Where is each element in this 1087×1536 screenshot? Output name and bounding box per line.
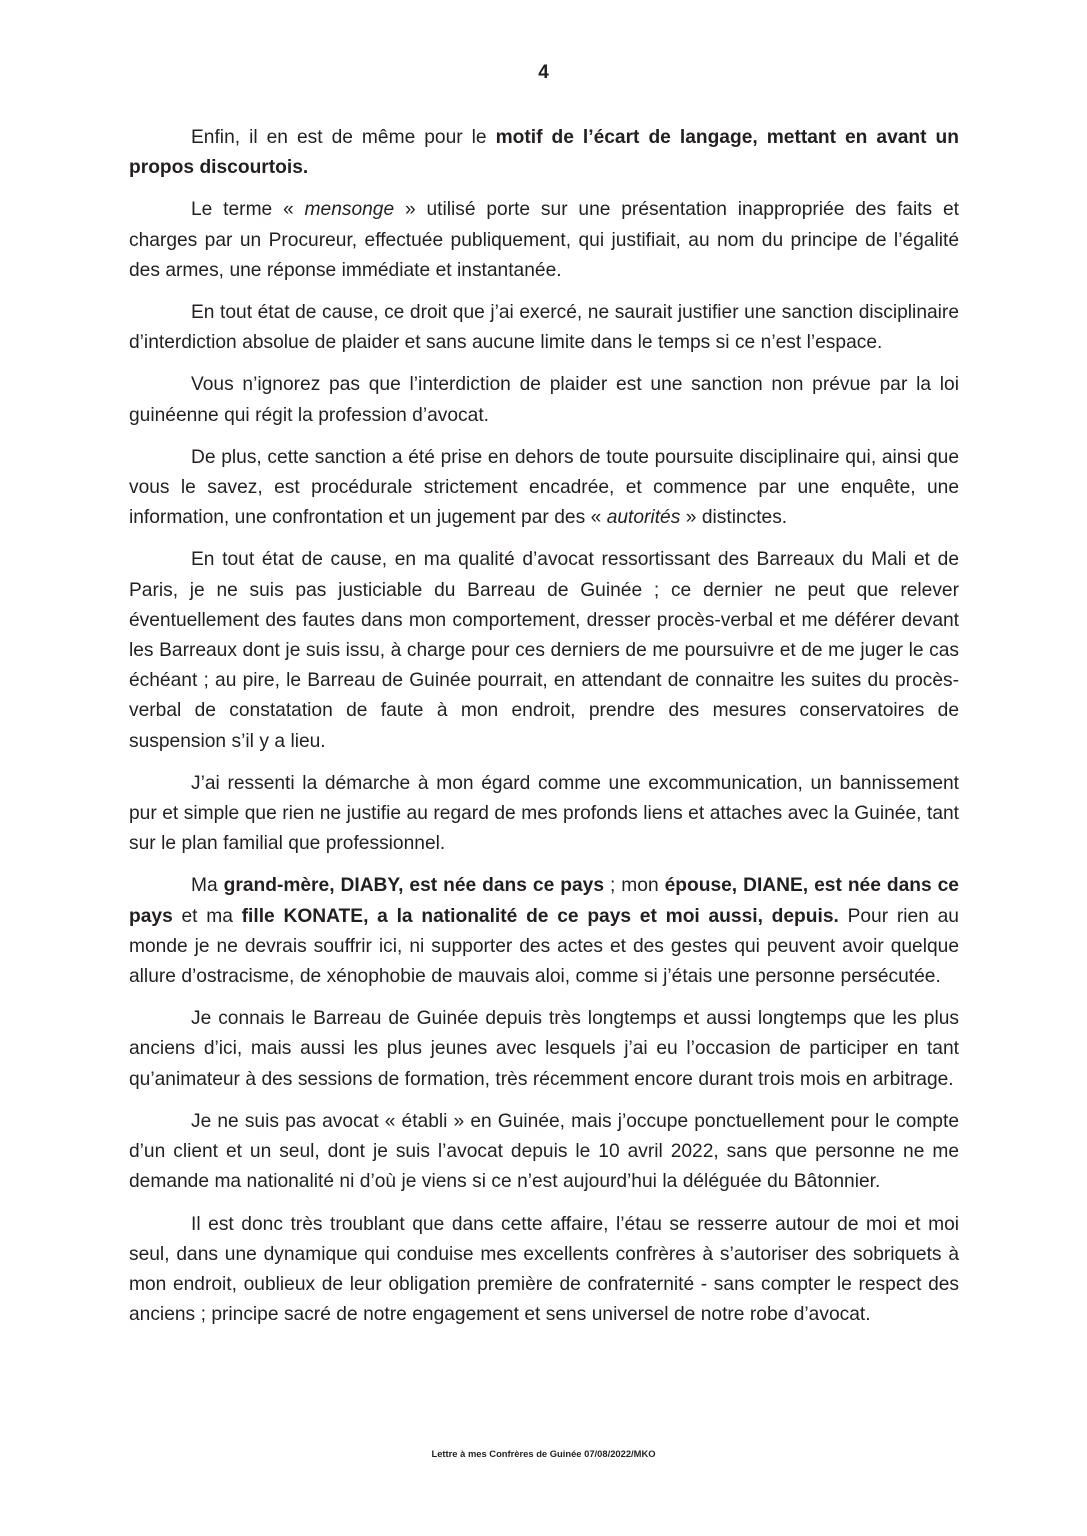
paragraph: [129, 871, 959, 992]
paragraph: [129, 443, 959, 534]
text-run: et ma: [172, 905, 242, 927]
text-run: Je ne suis pas avocat « établi » en Guinée, mais j’occupe ponctuellement pour le compte d’un client et un seul, dont je suis l’avocat depuis le 10 avril 2022, sans que personne ne me demande ma nationalité ni d’où je viens si ce n’est aujourd’hui la déléguée du Bâtonnier.: [129, 1110, 959, 1193]
page-footer: Lettre à mes Confrères de Guinée 07/08/2022/MKO: [431, 1448, 656, 1459]
text-run: autorités: [606, 507, 681, 529]
text-run: mensonge: [304, 199, 395, 221]
text-run: grand-mère, DIABY, est née dans ce pays: [223, 875, 604, 897]
text-run: En tout état de cause, en ma qualité d’avocat ressortissant des Barreaux du Mali et de Paris, je ne suis pas justiciable du Barreau de Guinée ; ce dernier ne peut que relever éventuellement des fautes dans mon comportement, dresser procès-verbal et me déférer devant les Barreaux dont je suis issu, à charge pour ces derniers de me poursuivre et de me juger le cas échéant ; au pire, le Barreau de Guinée pourrait, en attendant de connaitre les suites du procès-verbal de constatation de faute à mon endroit, prendre des mesures conservatoires de suspension s’il y a lieu.: [129, 549, 959, 752]
text-run: épouse, DIANE, est née dans ce pays: [129, 875, 959, 927]
paragraph: [129, 1107, 959, 1198]
text-run: Il est donc très troublant que dans cette affaire, l’étau se resserre autour de moi et moi seul, dans une dynamique qui conduise mes excellents confrères à s’autoriser des sobriquets à mon endroit, oublieux de leur obligation première de confraternité - sans compter le respect des anciens ; principe sacré de notre engagement et sens universel de notre robe d’avocat.: [129, 1213, 959, 1326]
text-run: motif de l’écart de langage, mettant en avant un propos discourtois.: [129, 127, 959, 179]
paragraph: [129, 370, 959, 430]
paragraph: [129, 298, 959, 358]
paragraph: [129, 545, 959, 756]
text-run: En tout état de cause, ce droit que j’ai exercé, ne saurait justifier une sanction disciplinaire d’interdiction absolue de plaider et sans aucune limite dans le temps si ce n’est l’espace.: [129, 302, 959, 354]
text-run: Ma: [191, 875, 224, 897]
text-run: ; mon: [604, 875, 665, 897]
text-run: Vous n’ignorez pas que l’interdiction de plaider est une sanction non prévue par la loi guinéenne qui régit la profession d’avocat.: [129, 374, 959, 426]
text-run: fille KONATE, a la nationalité de ce pays et moi aussi, depuis.: [241, 905, 839, 927]
text-run: Enfin, il en est de même pour le: [191, 127, 496, 148]
text-run: Le terme «: [191, 199, 305, 221]
page-number: 4: [538, 62, 549, 83]
paragraph: [129, 769, 959, 860]
text-run: » distinctes.: [680, 507, 788, 529]
text-run: Je connais le Barreau de Guinée depuis très longtemps et aussi longtemps que les plus anciens d’ici, mais aussi les plus jeunes avec lesquels j’ai eu l’occasion de participer en tant qu’animateur à des sessions de formation, très récemment encore durant trois mois en arbitrage.: [129, 1008, 959, 1090]
paragraph: [129, 1004, 959, 1095]
text-run: Pour rien au monde je ne devrais souffrir ici, ni supporter des actes et des gestes qui peuvent avoir quelque allure d’ostracisme, de xénophobie de mauvais aloi, comme si j’étais une personne persécutée.: [129, 905, 959, 988]
text-run: » utilisé porte sur une présentation inappropriée des faits et charges par un Procureur, effectuée publiquement, qui justifiait, au nom du principe de l’égalité des armes, une réponse immédiate et instantanée.: [129, 199, 959, 281]
paragraph: [129, 1210, 959, 1331]
paragraph: [129, 123, 959, 183]
document-body: [129, 123, 959, 1330]
paragraph: [129, 195, 959, 286]
text-run: J’ai ressenti la démarche à mon égard comme une excommunication, un bannissement pur et simple que rien ne justifie au regard de mes profonds liens et attaches avec la Guinée, tant sur le plan familial que professionnel.: [129, 772, 959, 855]
text-run: De plus, cette sanction a été prise en dehors de toute poursuite disciplinaire qui, ainsi que vous le savez, est procédurale strictement encadrée, et commence par une enquête, une information, une confrontation et un jugement par des «: [129, 446, 959, 529]
